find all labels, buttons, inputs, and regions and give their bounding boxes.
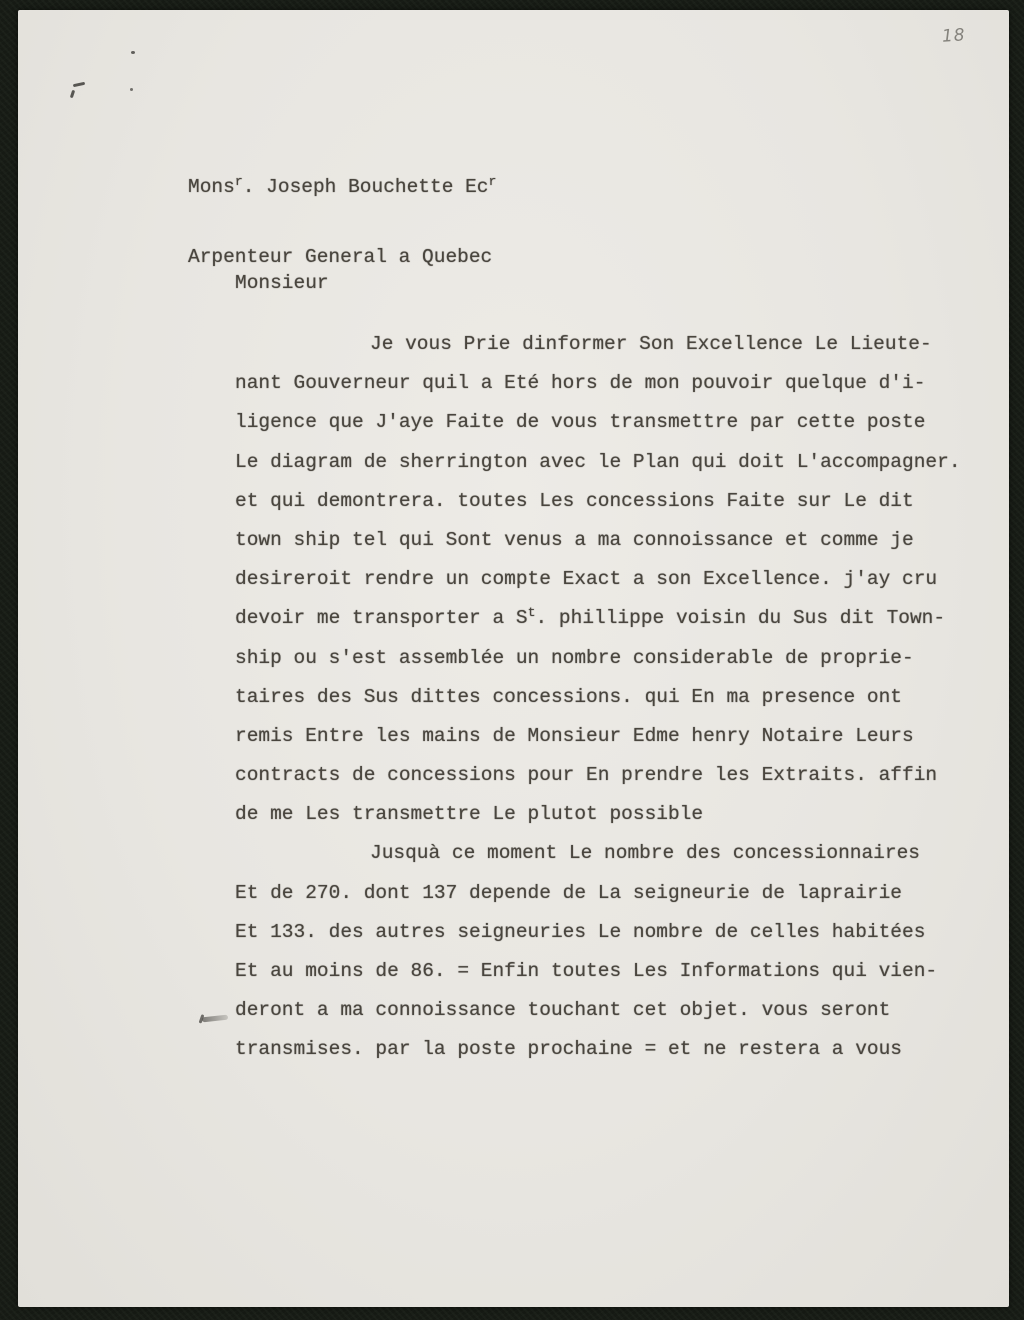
letter-line: [235, 803, 995, 842]
letter-line-text: devoir me transporter a S: [235, 607, 528, 630]
letter-line-text: transmises. par la poste prochaine = et ne restera a vous: [235, 1038, 903, 1061]
letter-line-text: deront a ma connoissance touchant cet objet. vous seront: [235, 999, 891, 1022]
letter-line: [235, 960, 995, 999]
ink-speck: [130, 88, 133, 91]
letter-line-text: remis Entre les mains de Monsieur Edme henry Notaire Leurs: [235, 724, 914, 747]
letter-line-text: Et de 270. dont 137 depende de La seigneurie de laprairie: [235, 881, 903, 904]
letter-line: [235, 842, 995, 881]
recipient-name-part: Mons: [188, 176, 235, 198]
superscript: r: [488, 174, 497, 190]
letter-line-text: Et 133. des autres seigneuries Le nombre de celles habitées: [235, 920, 926, 943]
letter-line: [235, 1038, 995, 1077]
letter-line: [235, 607, 995, 646]
letter-line: [235, 451, 995, 490]
letter-line-text: Je vous Prie dinformer Son Excellence Le Lieute-: [370, 333, 932, 355]
letter-line-text: taires des Sus dittes concessions. qui En ma presence ont: [235, 685, 903, 708]
letter-line: [235, 529, 995, 568]
letter-line-text: contracts de concessions pour En prendre les Extraits. affin: [235, 764, 938, 787]
ink-speck: [70, 90, 75, 99]
letter-line-text: . phillippe voisin du Sus dit Town-: [535, 607, 946, 630]
salutation: Monsieur: [235, 272, 329, 294]
letter-line: [235, 921, 995, 960]
letter-line-text: ship ou s'est assemblée un nombre considerable de proprie-: [235, 646, 914, 669]
recipient-line-1: [188, 176, 496, 200]
letter-line: [235, 568, 995, 607]
ink-speck: [73, 82, 85, 87]
letter-body: [235, 333, 995, 1078]
page-number: 18: [941, 25, 967, 47]
recipient-name-part: . Joseph Bouchette Ec: [242, 176, 489, 198]
letter-line: [235, 372, 995, 411]
letter-line: [235, 411, 995, 450]
superscript: t: [527, 605, 536, 621]
recipient-line-2: Arpenteur General a Quebec: [188, 246, 493, 268]
ink-speck: [131, 51, 135, 54]
letter-line-text: desireroit rendre un compte Exact a son Excellence. j'ay cru: [235, 568, 938, 591]
pencil-margin-mark: [202, 1015, 228, 1023]
letter-line-text: Le diagram de sherrington avec le Plan qui doit L'accompagner.: [235, 450, 961, 473]
letter-line-text: nant Gouverneur quil a Eté hors de mon pouvoir quelque d'i-: [235, 372, 926, 395]
letter-line: [235, 999, 995, 1038]
letter-line: [235, 725, 995, 764]
letter-line-text: Et au moins de 86. = Enfin toutes Les Informations qui vien-: [235, 960, 938, 982]
letter-line-text: de me Les transmettre Le plutot possible: [235, 803, 704, 826]
letter-line-text: town ship tel qui Sont venus a ma connoissance et comme je: [235, 528, 914, 551]
letter-line-text: et qui demontrera. toutes Les concessions Faite sur Le dit: [235, 489, 914, 512]
letter-line: [235, 647, 995, 686]
letter-line: [235, 764, 995, 803]
letter-line: [235, 490, 995, 529]
letter-line: [235, 686, 995, 725]
superscript: r: [234, 174, 243, 190]
letter-line: [235, 333, 995, 372]
letter-line: [235, 882, 995, 921]
letter-page: [18, 10, 1009, 1307]
letter-line-text: ligence que J'aye Faite de vous transmettre par cette poste: [235, 411, 926, 434]
letter-line-text: Jusquà ce moment Le nombre des concessionnaires: [370, 842, 920, 865]
